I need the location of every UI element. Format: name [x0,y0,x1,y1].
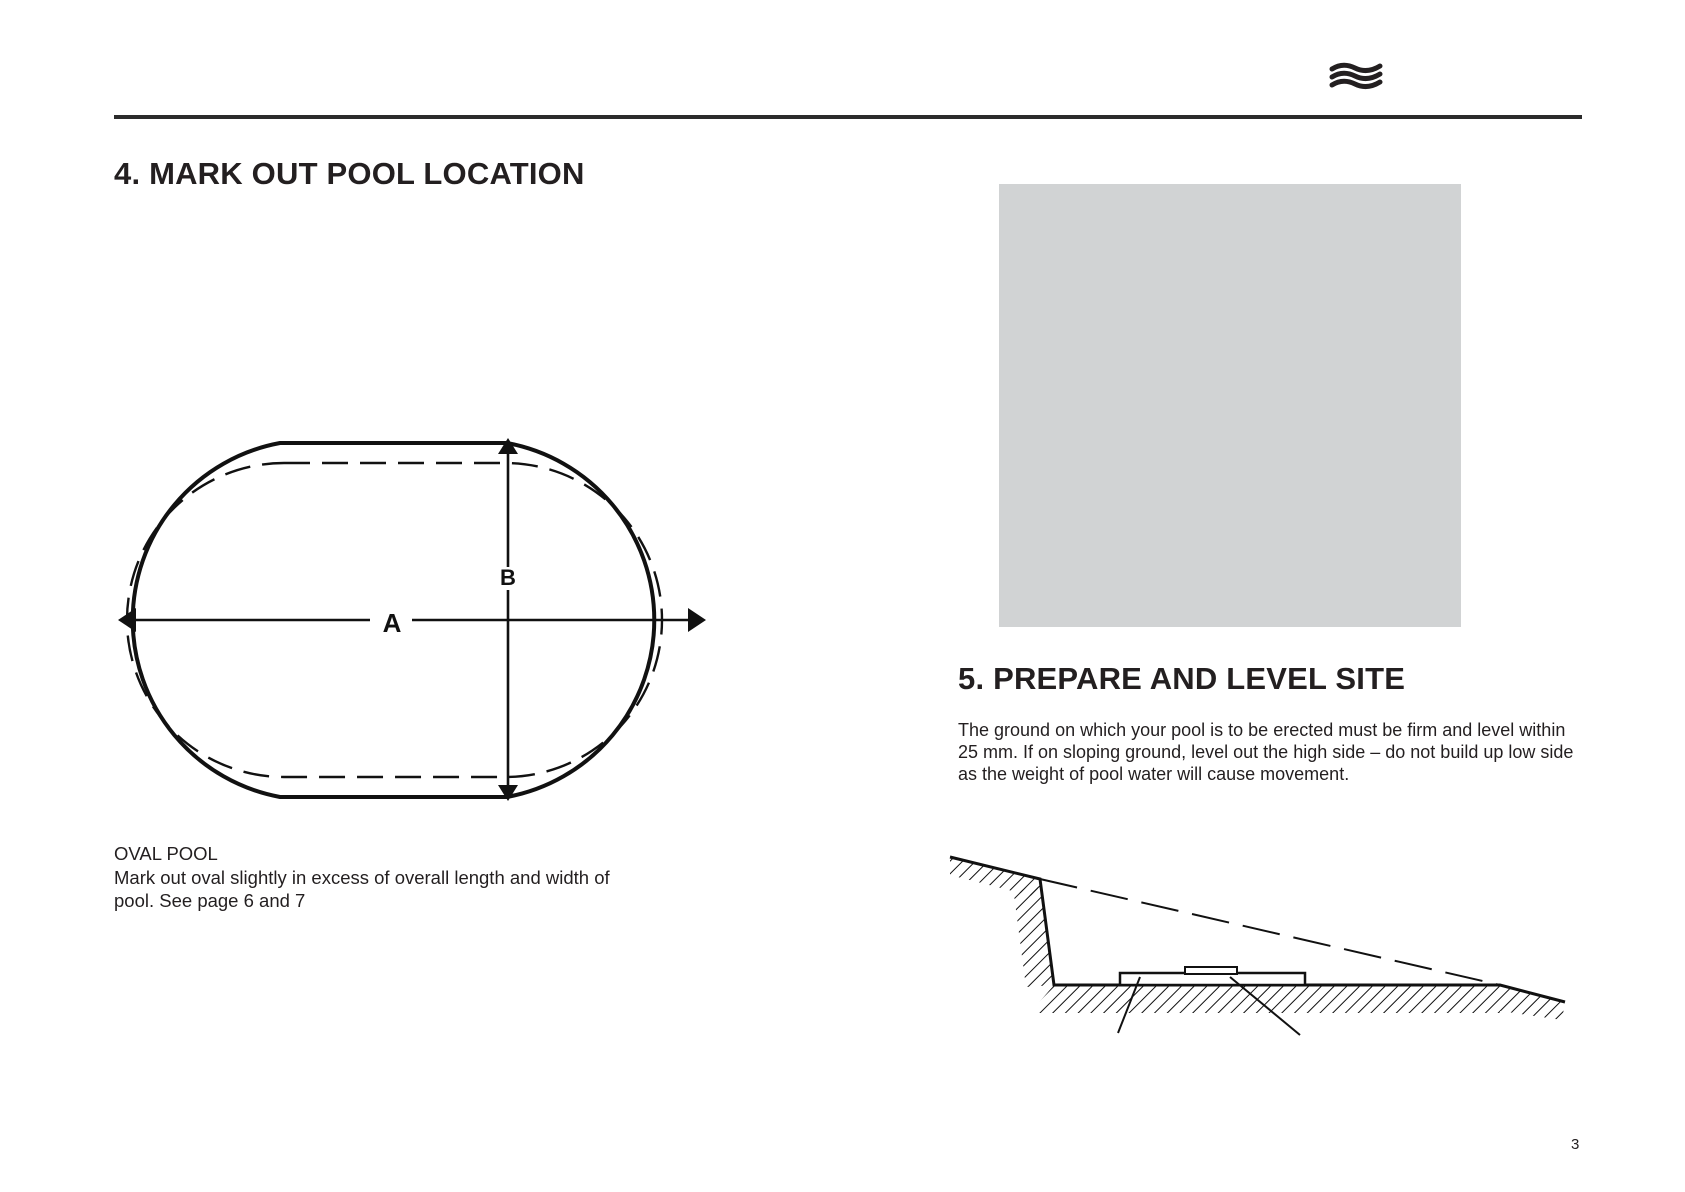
lower-slope-earth [1500,985,1565,1020]
original-ground-dashed-line [1040,879,1500,985]
dimension-b-label: B [500,565,516,590]
oval-pool-caption [114,842,634,913]
section-5-body: The ground on which your pool is to be erected must be firm and level within 25 mm. If on sloping ground, level out the high side – do not build up low side as the weight of pool water will cause movement. [958,720,1574,784]
dimension-a-arrow-right [688,608,706,632]
caption-body: Mark out oval slightly in excess of overall length and width of pool. See page 6 and 7 [114,866,610,911]
sloping-ground-diagram [940,845,1580,1045]
dimension-a-label: A [382,608,402,638]
wave-logo-icon [1328,58,1388,92]
page-number: 3 [1571,1136,1580,1153]
section-5-title: 5. PREPARE AND LEVEL SITE [958,661,1406,696]
excavated-base-earth [1030,985,1500,1013]
section-4-title: 4. MARK OUT POOL LOCATION [114,156,585,191]
oval-pool-diagram [112,432,712,802]
caption-title: OVAL POOL [114,843,218,864]
pool-base-top-block [1185,967,1237,974]
header-rule [114,115,1582,119]
site-photo-placeholder [999,184,1461,627]
